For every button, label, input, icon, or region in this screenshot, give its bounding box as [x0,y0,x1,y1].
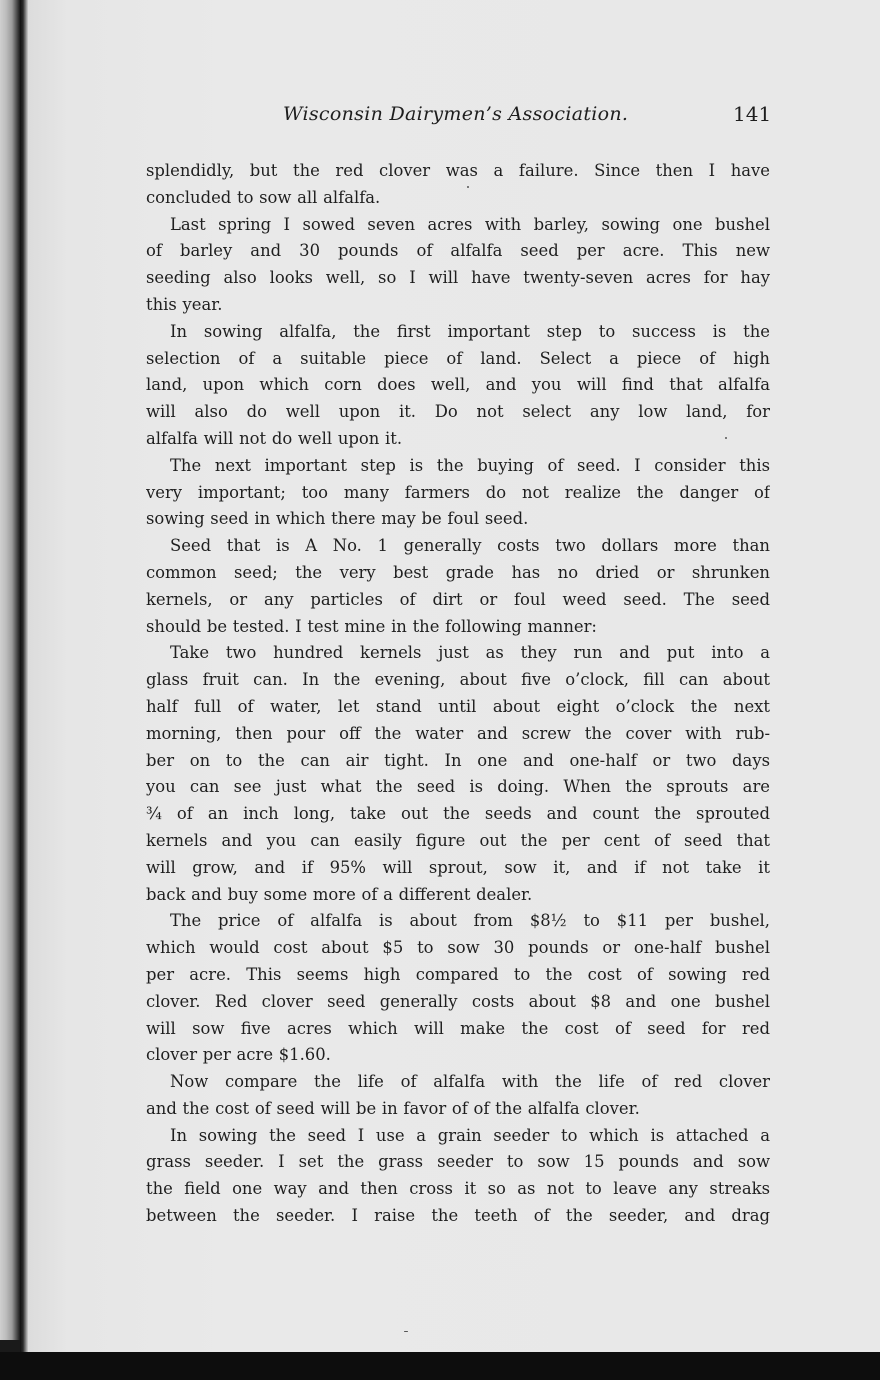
paper-speck [467,186,469,188]
text-line: splendidly, but the red clover was a failure. Since then I have [146,161,770,180]
text-line: seeding also looks well, so I will have twenty-seven acres for hay [146,268,770,288]
text-line: concluded to sow all alfalfa. [146,187,381,207]
text-line: you can see just what the seed is doing. When the sprouts are [146,777,770,797]
text-line: ber on to the can air tight. In one and one-half or two days [146,750,770,770]
running-title: Wisconsin Dairymen’s Association. [283,103,629,125]
paper-speck [404,1331,408,1332]
page-gutter-edge [20,0,28,1352]
text-line: of barley and 30 pounds of alfalfa seed per acre. This new [146,241,770,261]
text-line: will also do well upon it. Do not select any low land, for [146,402,770,422]
text-line: which would cost about $5 to sow 30 pounds or one-half bushel [146,938,770,958]
page-number: 141 [733,102,772,126]
text-line: very important; too many farmers do not realize the danger of [146,482,770,502]
bottom-scan-border [0,1352,880,1380]
text-line: grass seeder. I set the grass seeder to sow 15 pounds and sow [146,1152,770,1172]
text-line: The next important step is the buying of seed. I consider this [170,455,770,475]
text-line: In sowing alfalfa, the first important step to success is the [170,321,770,341]
text-line: Seed that is A No. 1 generally costs two dollars more than [170,536,770,556]
text-line: land, upon which corn does well, and you will find that alfalfa [146,375,770,395]
text-line: alfalfa will not do well upon it. [146,428,403,448]
text-line: should be tested. I test mine in the following manner: [146,616,597,636]
text-line: Take two hundred kernels just as they run and put into a [170,643,770,663]
text-line: clover per acre $1.60. [146,1045,331,1065]
text-line: In sowing the seed I use a grain seeder to which is attached a [170,1125,770,1145]
text-line: back and buy some more of a different dealer. [146,884,533,904]
text-line: common seed; the very best grade has no dried or shrunken [146,562,770,582]
text-line: glass fruit can. In the evening, about five o’clock, fill can about [146,670,770,690]
text-line: kernels, or any particles of dirt or foul weed seed. The seed [146,589,770,609]
book-spine-shadow [0,0,20,1340]
text-line: sowing seed in which there may be foul seed. [146,509,529,529]
text-line: ¾ of an inch long, take out the seeds and count the sprouted [146,804,770,824]
text-line: clover. Red clover seed generally costs about $8 and one bushel [146,991,770,1011]
text-line: will sow five acres which will make the cost of seed for red [146,1018,770,1038]
text-line: kernels and you can easily figure out the per cent of seed that [146,830,770,850]
text-line: Last spring I sowed seven acres with barley, sowing one bushel [170,214,770,234]
text-line: the field one way and then cross it so as not to leave any streaks [146,1179,770,1199]
text-line: this year. [146,294,223,314]
text-line: morning, then pour off the water and screw the cover with rub- [146,723,770,743]
text-line: between the seeder. I raise the teeth of the seeder, and drag [146,1206,770,1226]
running-head [0,103,880,133]
body-text [146,158,770,1230]
text-line: and the cost of seed will be in favor of of the alfalfa clover. [146,1098,640,1118]
text-line: Now compare the life of alfalfa with the life of red clover [170,1072,770,1092]
text-line: selection of a suitable piece of land. Select a piece of high [146,348,770,368]
text-line: The price of alfalfa is about from $8½ to $11 per bushel, [170,911,770,931]
text-line: per acre. This seems high compared to the cost of sowing red [146,964,770,984]
text-line: will grow, and if 95% will sprout, sow it, and if not take it [146,857,770,877]
paper-speck [725,437,727,439]
text-line: half full of water, let stand until about eight o’clock the next [146,696,770,716]
